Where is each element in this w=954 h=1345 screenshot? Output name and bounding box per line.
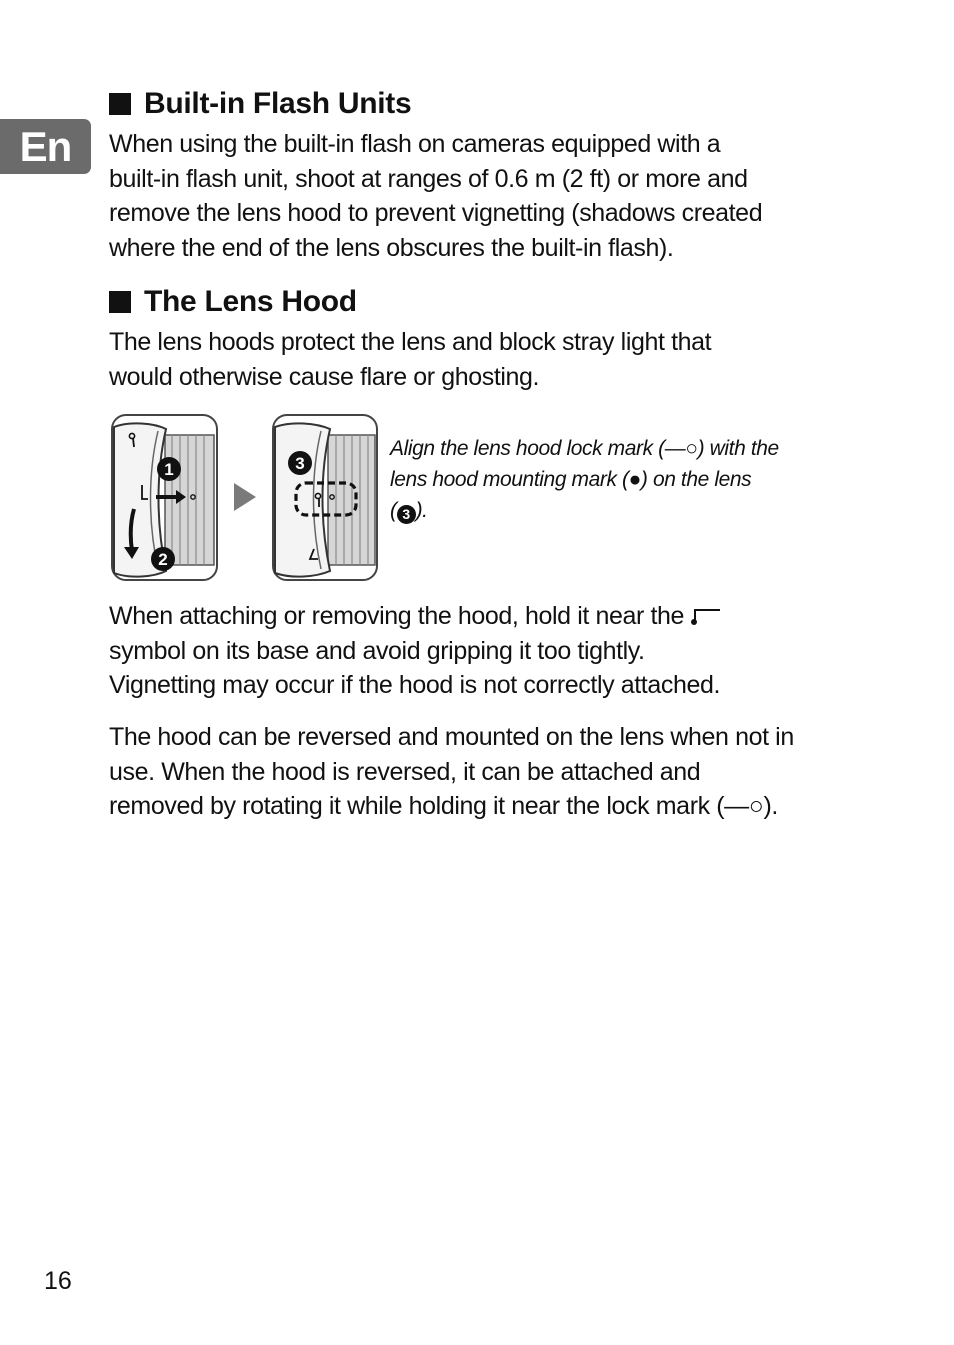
heading-text: Built-in Flash Units	[144, 87, 412, 120]
next-step-arrow-icon	[234, 483, 256, 511]
text-line: When using the built-in flash on cameras equipped with a	[109, 130, 721, 158]
heading-built-in-flash-units	[109, 86, 411, 122]
text-line: symbol on its base and avoid gripping it too tightly.	[109, 636, 645, 665]
text-line: would otherwise cause flare or ghosting.	[109, 362, 540, 391]
caption-line	[390, 495, 860, 526]
text-line: built-in flash unit, shoot at ranges of 0.6 m (2 ft) or more and	[109, 164, 748, 193]
text-line: where the end of the lens obscures the built-in flash).	[109, 234, 674, 263]
heading-square-icon	[109, 291, 131, 313]
text-line: Vignetting may occur if the hood is not correctly attached.	[109, 671, 721, 700]
heading-text: The Lens Hood	[144, 285, 357, 318]
page-number: 16	[44, 1267, 72, 1295]
text-line: use. When the hood is reversed, it can be attached and	[109, 757, 701, 786]
step-2-label: 2	[158, 550, 168, 569]
text-line: The lens hoods protect the lens and block stray light that	[109, 328, 712, 356]
panel-before-alignment	[112, 415, 217, 580]
step-3-badge: 3	[397, 505, 416, 524]
text-line: removed by rotating it while holding it near the lock mark (—○).	[109, 792, 778, 821]
step-3-label: 3	[295, 454, 305, 473]
lens-hood-paragraph	[109, 325, 854, 394]
reverse-paragraph	[109, 720, 854, 824]
caption-line: Align the lens hood lock mark (—○) with the	[390, 437, 779, 460]
figure-caption	[390, 433, 860, 526]
text-line	[109, 599, 854, 634]
panel-after-alignment	[273, 415, 377, 580]
bayonet-mark-icon	[688, 606, 722, 628]
step-1-label: 1	[164, 460, 174, 479]
language-tab: En	[0, 119, 91, 174]
lens-hood-attach-illustration	[110, 413, 382, 585]
attach-paragraph	[109, 599, 854, 703]
text-line: The hood can be reversed and mounted on the lens when not in	[109, 723, 794, 751]
heading-the-lens-hood	[109, 284, 357, 320]
flash-paragraph	[109, 127, 854, 266]
caption-line: lens hood mounting mark (●) on the lens	[390, 468, 752, 491]
caption-paren-close: ).	[415, 499, 428, 522]
heading-square-icon	[109, 93, 131, 115]
text-line: remove the lens hood to prevent vignetting (shadows created	[109, 199, 763, 228]
caption-paren-open: (	[390, 499, 397, 522]
attach-line-1-text: When attaching or removing the hood, hold it near the	[109, 602, 685, 630]
